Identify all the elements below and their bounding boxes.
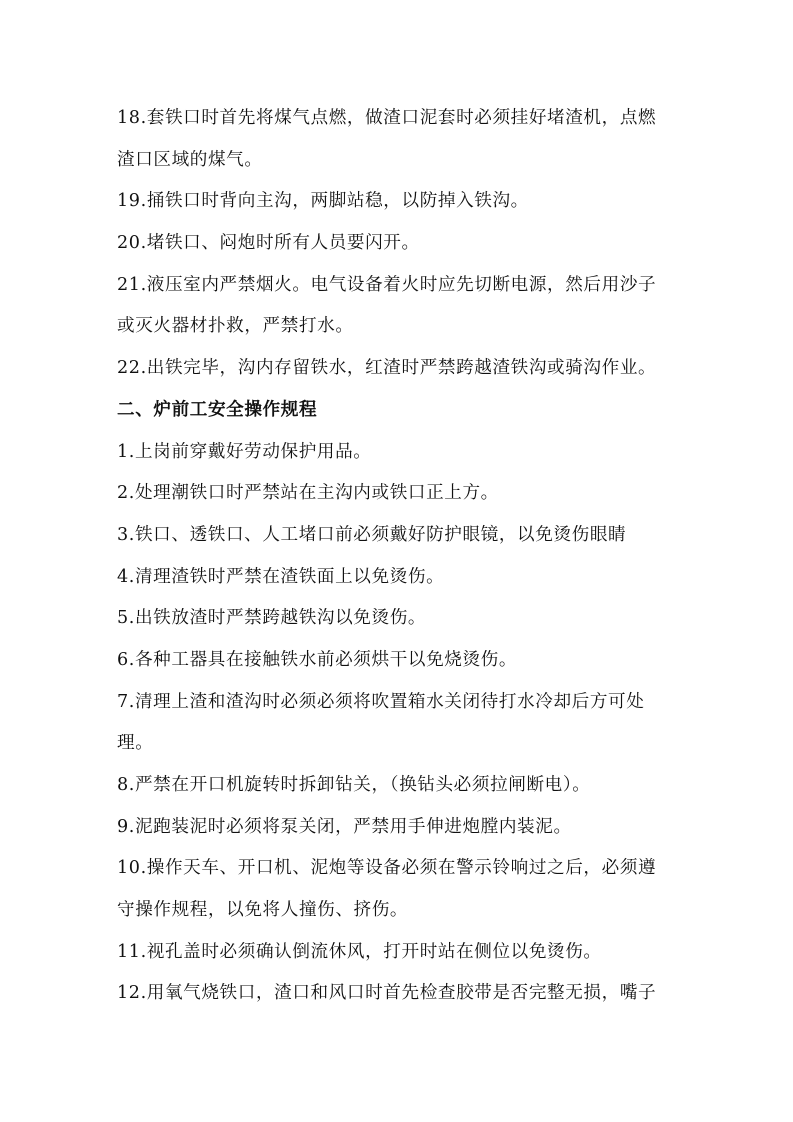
rule-3: 3.铁口、透铁口、人工堵口前必须戴好防护眼镜，以免烫伤眼睛 xyxy=(117,524,627,545)
rule-6: 6.各种工器具在接触铁水前必须烘干以免烧烫伤。 xyxy=(117,649,518,670)
rule-8: 8.严禁在开口机旋转时拆卸钻关，（换钻头必须拉闸断电）。 xyxy=(117,775,591,795)
rule-7-line-1: 7.清理上渣和渣沟时必须必须将吹置箱水关闭待打水冷却后方可处 xyxy=(117,691,645,712)
rule-7-line-2: 理。 xyxy=(117,733,154,754)
document-page xyxy=(117,104,687,1021)
paragraph-21-line-2: 或灭火器材扑救，严禁打水。 xyxy=(117,316,354,337)
rule-1: 1.上岗前穿戴好劳动保护用品。 xyxy=(117,441,372,462)
rule-10-line-2: 守操作规程，以免将人撞伤、挤伤。 xyxy=(117,900,409,921)
paragraph-18-line-2: 渣口区域的煤气。 xyxy=(117,149,263,170)
paragraph-18-line-1: 18.套铁口时首先将煤气点燃，做渣口泥套时必须挂好堵渣机，点燃 xyxy=(117,108,657,128)
rule-4: 4.清理渣铁时严禁在渣铁面上以免烫伤。 xyxy=(117,566,445,587)
rule-2: 2.处理潮铁口时严禁站在主沟内或铁口正上方。 xyxy=(117,483,499,504)
section-heading: 二、炉前工安全操作规程 xyxy=(117,399,318,420)
paragraph-19: 19.捅铁口时背向主沟，两脚站稳，以防掉入铁沟。 xyxy=(117,191,529,212)
rule-12-line-1: 12.用氧气烧铁口，渣口和风口时首先检查胶带是否完整无损，嘴子 xyxy=(117,983,657,1004)
paragraph-20: 20.堵铁口、闷炮时所有人员要闪开。 xyxy=(117,233,420,254)
rule-10-line-1: 10.操作天车、开口机、泥炮等设备必须在警示铃响过之后，必须遵 xyxy=(117,858,657,879)
paragraph-22: 22.出铁完毕，沟内存留铁水，红渣时严禁跨越渣铁沟或骑沟作业。 xyxy=(117,358,657,379)
rule-11: 11.视孔盖时必须确认倒流休风，打开时站在侧位以免烫伤。 xyxy=(117,941,602,962)
rule-9: 9.泥跑装泥时必须将泵关闭，严禁用手伸进炮膛内装泥。 xyxy=(117,816,572,837)
paragraph-21-line-1: 21.液压室内严禁烟火。电气设备着火时应先切断电源，然后用沙子 xyxy=(117,274,657,295)
rule-5: 5.出铁放渣时严禁跨越铁沟以免烫伤。 xyxy=(117,608,427,629)
